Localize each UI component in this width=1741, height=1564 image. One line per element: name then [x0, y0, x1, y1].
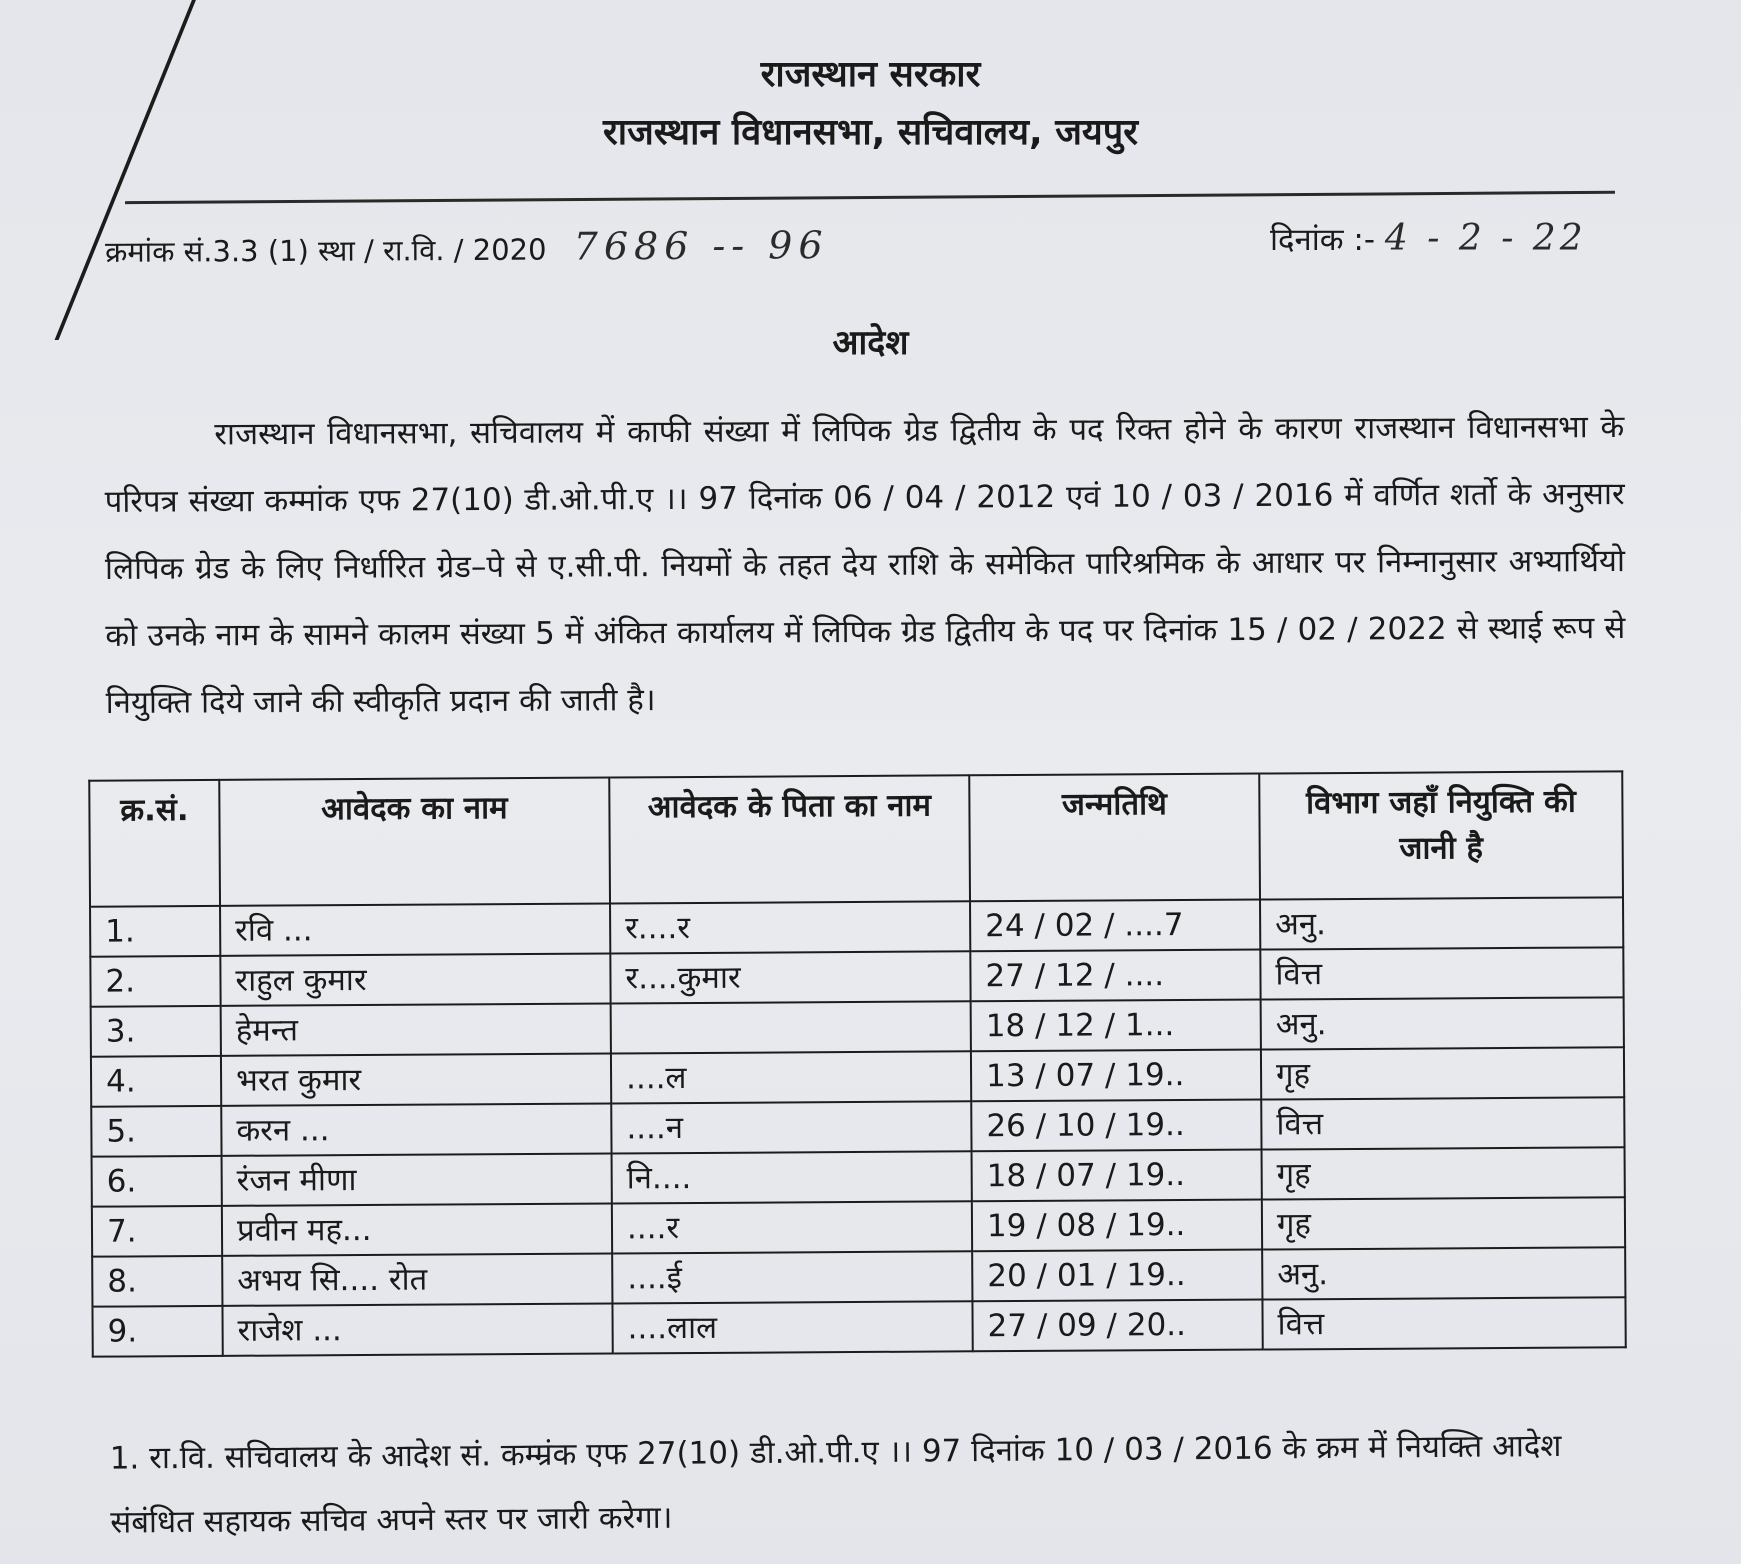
applicant-name-cell: करन ... — [221, 1104, 611, 1156]
header-dob: जन्मतिथि — [969, 774, 1260, 902]
father-name-cell — [611, 1001, 971, 1053]
applicant-name-cell: भरत कुमार — [221, 1054, 611, 1106]
father-name-cell: र....र — [610, 901, 970, 953]
serial-cell: 9. — [92, 1306, 222, 1357]
father-name-cell: ....र — [612, 1201, 972, 1253]
date-label: दिनांक :- — [1270, 222, 1376, 258]
dob-cell: 27 / 09 / 20.. — [972, 1300, 1262, 1352]
applicant-name-cell: रंजन मीणा — [222, 1154, 612, 1206]
government-title: राजस्थान सरकार — [760, 54, 981, 95]
order-title: आदेश — [832, 323, 909, 363]
applicant-name-cell: राहुल कुमार — [220, 954, 610, 1006]
serial-cell: 8. — [92, 1256, 222, 1307]
department-cell: गृह — [1262, 1147, 1625, 1199]
father-name-cell: ....ल — [611, 1051, 971, 1103]
father-name-cell: नि.... — [612, 1151, 972, 1203]
footer-note: 1. रा.वि. सचिवालय के आदेश सं. कम्म्रंक एफ 27(10) डी.ओ.पी.ए ।। 97 दिनांक 10 / 03 / 2016 के क्रम में नियक्ति आदेश संबंधित सहायक सचिव अपने स्तर पर जारी करेगा। — [109, 1427, 1562, 1541]
dob-cell: 27 / 12 / .... — [970, 950, 1260, 1002]
department-cell: अनु. — [1260, 897, 1623, 949]
reference-printed: क्रमांक सं.3.3 (1) स्था / रा.वि. / 2020 — [104, 232, 547, 269]
table-header-row — [89, 771, 1623, 906]
dob-cell: 18 / 07 / 19.. — [972, 1150, 1262, 1202]
order-paragraph: राजस्थान विधानसभा, सचिवालय में काफी संख्या में लिपिक ग्रेड द्वितीय के पद रिक्त होने के कारण राजस्थान विधानसभा के परिपत्र संख्या कम्मांक एफ 27(10) डी.ओ.पी.ए ।। 97 दिनांक 06 / 04 / 2012 एवं 10 / 03 / 2016 में वर्णित शर्तो के अनुसार लिपिक ग्रेड के लिए निर्धारित ग्रेड–पे से ए.सी.पी. नियमों के तहत देय राशि के समेकित पारिश्रमिक के आधार पर निम्नानुसार अभ्यार्थियो को उनके नाम के सामने कालम संख्या 5 में अंकित कार्यालय में लिपिक ग्रेड द्वितीय के पद पर दिनांक 15 / 02 / 2022 से स्थाई रूप से नियुक्ति दिये जाने की स्वीकृति प्रदान की जाती है। — [104, 409, 1626, 721]
dob-cell: 26 / 10 / 19.. — [971, 1100, 1261, 1152]
applicant-name-cell: रवि ... — [220, 904, 610, 956]
applicant-name-cell: हेमन्त — [221, 1004, 611, 1056]
department-cell: वित्त — [1260, 947, 1623, 999]
dob-cell: 13 / 07 / 19.. — [971, 1050, 1261, 1102]
applicant-name-cell: राजेश ... — [222, 1304, 612, 1356]
department-cell: वित्त — [1262, 1297, 1625, 1349]
serial-cell: 7. — [92, 1206, 222, 1257]
header-serial: क्र.सं. — [89, 780, 220, 907]
header-father-name: आवेदक के पिता का नाम — [609, 775, 970, 903]
department-cell: गृह — [1261, 1047, 1624, 1099]
serial-cell: 3. — [91, 1006, 221, 1057]
father-name-cell: र....कुमार — [610, 951, 970, 1003]
header-divider — [125, 191, 1615, 204]
dob-cell: 20 / 01 / 19.. — [972, 1250, 1262, 1302]
department-cell: अनु. — [1262, 1247, 1625, 1299]
office-title: राजस्थान विधानसभा, सचिवालय, जयपुर — [603, 112, 1138, 153]
serial-cell: 1. — [90, 906, 220, 957]
dob-cell: 24 / 02 / ....7 — [970, 900, 1260, 952]
reference-handwritten: 7686 -- 96 — [573, 223, 829, 269]
serial-cell: 6. — [92, 1156, 222, 1207]
applicant-name-cell: प्रवीन मह... — [222, 1204, 612, 1256]
father-name-cell: ....लाल — [612, 1301, 972, 1353]
father-name-cell: ....न — [611, 1101, 971, 1153]
header-applicant-name: आवेदक का नाम — [219, 778, 610, 906]
table-row — [92, 1297, 1625, 1356]
appointment-table — [88, 770, 1627, 1357]
father-name-cell: ....ई — [612, 1251, 972, 1303]
order-date — [1270, 218, 1587, 260]
dob-cell: 18 / 12 / 1... — [971, 1000, 1261, 1052]
date-handwritten: 4 - 2 - 22 — [1384, 218, 1587, 259]
department-cell: गृह — [1262, 1197, 1625, 1249]
header-department: विभाग जहाँ नियुक्ति की जानी है — [1259, 771, 1623, 899]
reference-number — [105, 223, 829, 271]
serial-cell: 2. — [90, 956, 220, 1007]
applicant-name-cell: अभय सि.... रोत — [222, 1254, 612, 1306]
serial-cell: 5. — [91, 1106, 221, 1157]
serial-cell: 4. — [91, 1056, 221, 1107]
department-cell: अनु. — [1261, 997, 1624, 1049]
department-cell: वित्त — [1261, 1097, 1624, 1149]
dob-cell: 19 / 08 / 19.. — [972, 1200, 1262, 1252]
